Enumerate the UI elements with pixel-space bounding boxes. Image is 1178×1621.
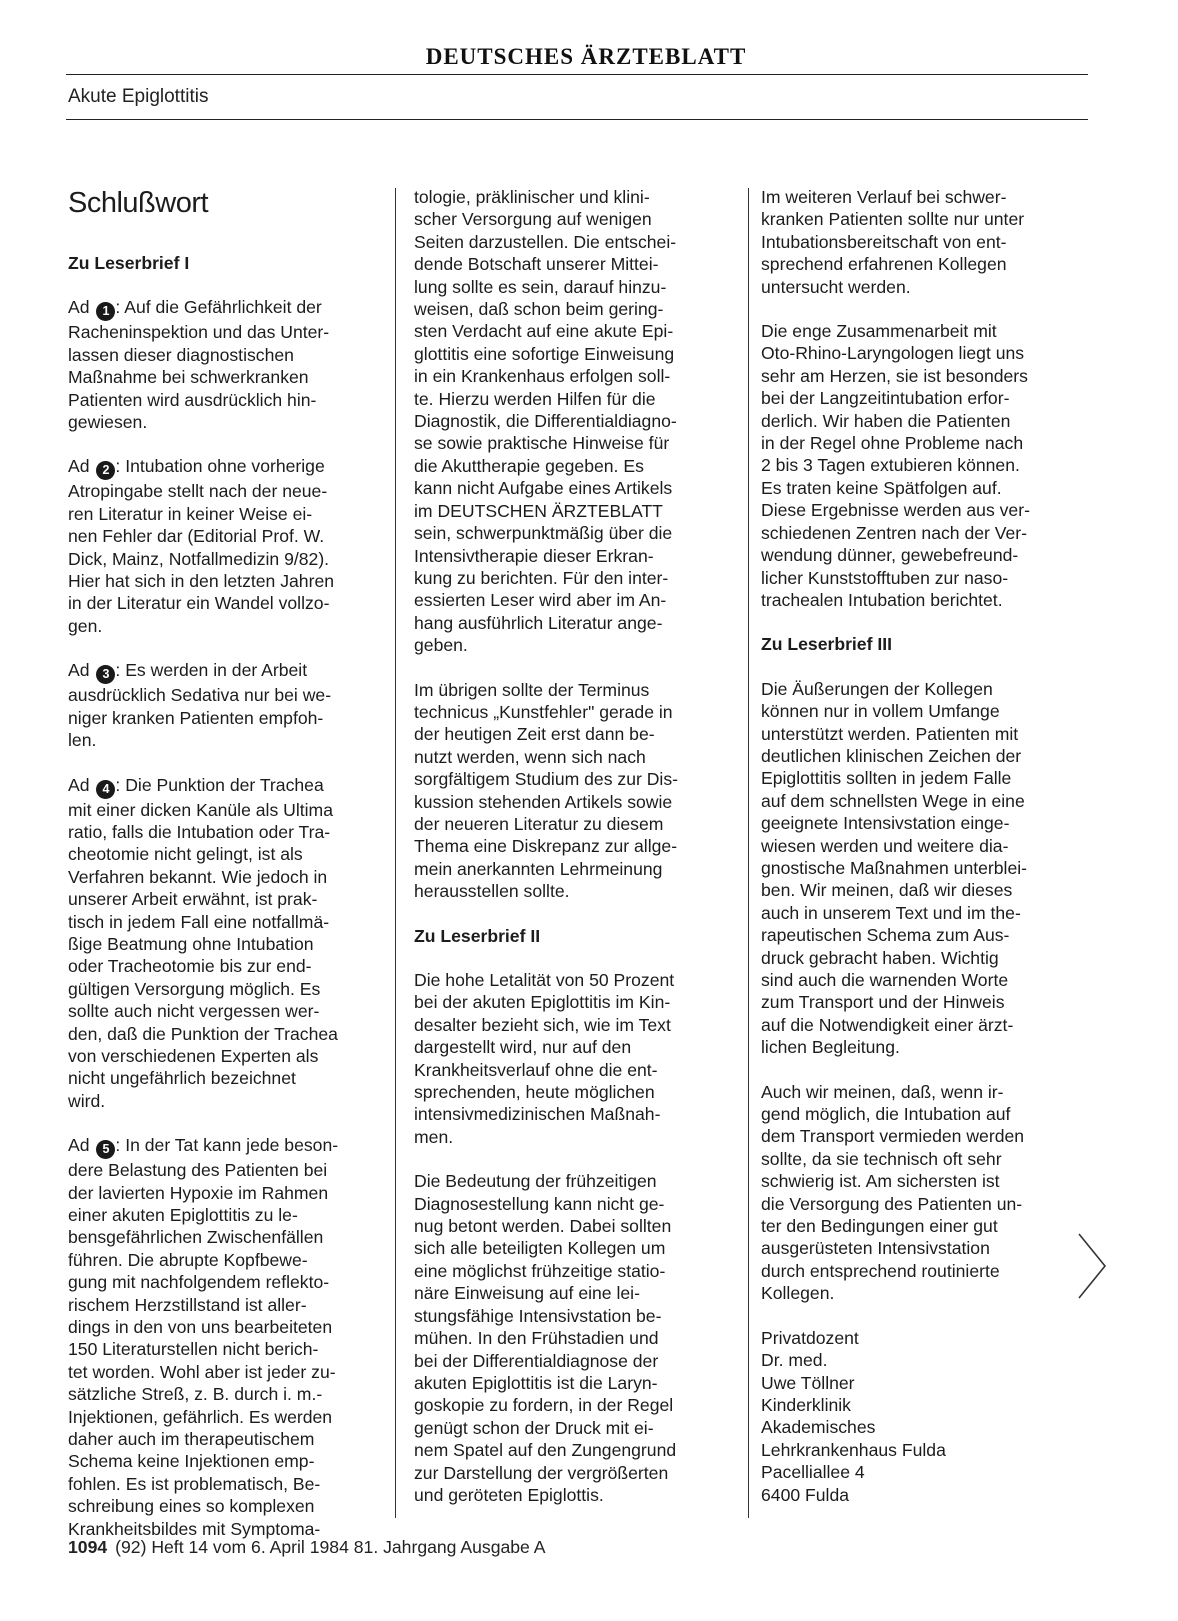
continue-arrow-icon [1077,1232,1107,1300]
paragraph: Im weiteren Verlauf bei schwer- kranken Patienten sollte nur unter Intubationsbereitschaft von ent- sprechend erfahrenen Kollegen untersucht werden. [761,187,1025,297]
paragraph: Die Bedeutung der frühzeitigen Diagnosestellung kann nicht ge- nug betont werden. Dabei sollten sich alle beteiligten Kollegen um eine möglichst frühzeitige statio- näre Einweisung auf eine lei- stungsfähige Intensivstation be- mühen. In den Frühstadien und bei der Differentialdiagnose der akuten Epiglottitis ist die Laryn- goskopie zu fordern, in der Regel genügt schon der Druck mit ei- nem Spatel auf den Zungengrund zur Darstellung der vergrößerten und geröteten Epiglottis. [414,1171,677,1505]
page-footer [68,1537,546,1558]
paragraph: Auch wir meinen, daß, wenn ir- gend möglich, die Intubation auf dem Transport vermieden werden sollte, da sie technisch oft sehr schwierig ist. Am sichersten ist die Versorgung des Patienten un- ter den Bedingungen einer gut ausgerüsteten Intensivstation durch entsprechend routinierte Kollegen. [761,1081,1025,1304]
section-heading: Zu Leserbrief I [68,253,190,273]
section-rule [66,119,1088,120]
section-heading: Zu Leserbrief II [414,925,541,946]
issue-details: (92) Heft 14 vom 6. April 1984 81. Jahrgang Ausgabe A [115,1537,546,1557]
number-badge-icon: 5 [96,1140,115,1159]
reply-item: Ad 1 : Auf die Gefährlichkeit der Racheninspektion und das Unter- lassen dieser diagnostischen Maßnahme bei schwerkranken Patienten wird ausdrücklich hin- gewiesen. [68,297,330,433]
number-badge-icon: 4 [96,780,115,799]
column-divider [748,188,749,1518]
article-headline: Schlußwort [68,187,209,219]
reply-item: Ad 5 : In der Tat kann jede beson- dere Belastung des Patienten bei der lavierten Hypoxie im Rahmen einer akuten Epiglottitis zu le- bensgefährlichen Zwischenfällen führen. Die abrupte Kopfbewe- gung mit nachfolgendem reflekto- rischem Herzstillstand ist aller- dings in den von uns bearbeiteten 150 Literaturstellen nicht berich- tet worden. Wohl aber ist jeder zu- sätzliche Streß, z. B. durch i. m.- Injektionen, gefährlich. Es werden daher auch im therapeutischem Schema keine Injektionen emp- fohlen. Es ist problematisch, Be- schreibung eines so komplexen Krankheitsbildes mit Symptoma- [68,1135,339,1539]
masthead: DEUTSCHES ÄRZTEBLATT [425,44,747,69]
column-divider [395,188,396,1518]
paragraph: Im übrigen sollte der Terminus technicus „Kunstfehler" gerade in der heutigen Zeit erst dann be- nutzt werden, wenn sich nach sorgfältigem Studium des zur Dis- kussion stehenden Artikels sowie der neueren Literatur zu diesem Thema eine Diskrepanz zur allge- mein anerkannten Lehrmeinung herausstellen sollte. [414,679,679,902]
author-signature: Privatdozent Dr. med. Uwe Töllner Kinderklinik Akademisches Lehrkrankenhaus Fulda Pacelliallee 4 6400 Fulda [761,1327,946,1505]
column-3 [761,186,1083,1528]
paragraph: Die enge Zusammenarbeit mit Oto-Rhino-Laryngologen liegt uns sehr am Herzen, sie ist besonders bei der Langzeitintubation erfor- derlich. Wir haben die Patienten in der Regel ohne Probleme nach 2 bis 3 Tagen extubieren können. Es traten keine Spätfolgen auf. Diese Ergebnisse werden aus ver- schiedenen Zentren nach der Ver- wendung dünner, gewebefreund- licher Kunststofftuben zur naso- trachealen Intubation berichtet. [761,321,1030,610]
page-number: 1094 [68,1537,108,1557]
column-1 [68,186,388,1562]
section-heading: Zu Leserbrief III [761,634,893,655]
number-badge-icon: 1 [96,302,115,321]
number-badge-icon: 2 [96,461,115,480]
reply-item: Ad 3 : Es werden in der Arbeit ausdrücklich Sedativa nur bei we- niger kranken Patienten empfoh- len. [68,660,332,751]
column-2 [414,186,740,1528]
paragraph: Die hohe Letalität von 50 Prozent bei der akuten Epiglottitis im Kin- desalter bezieht sich, wie im Text dargestellt wird, nur auf den Krankheitsverlauf ohne die ent- sprechenden, heute möglichen intensivmedizinischen Maßnah- men. [414,970,675,1147]
number-badge-icon: 3 [96,665,115,684]
section-title: Akute Epiglottitis [68,86,209,107]
reply-item: Ad 2 : Intubation ohne vorherige Atropingabe stellt nach der neue- ren Literatur in keiner Weise ei- nen Fehler dar (Editorial Prof. W. Dick, Mainz, Notfallmedizin 9/82). Hier hat sich in den letzten Jahren in der Literatur ein Wandel vollzo- gen. [68,456,335,636]
reply-item: Ad 4 : Die Punktion der Trachea mit einer dicken Kanüle als Ultima ratio, falls die Intubation oder Tra- cheotomie nicht gelingt, ist als Verfahren bekannt. Wie jedoch in unserer Arbeit erwähnt, ist prak- tisch in jedem Fall eine notfallmä- ßige Beatmung ohne Intubation oder Tracheotomie bis zur end- gültigen Versorgung möglich. Es sollte auch nicht vergessen wer- den, daß die Punktion der Trachea von verschiedenen Experten als nicht ungefährlich bezeichnet wird. [68,774,338,1111]
paragraph: Die Äußerungen der Kollegen können nur in vollem Umfange unterstützt werden. Patienten mit deutlichen klinischen Zeichen der Epiglottitis sollten in jedem Falle auf dem schnellsten Wege in eine geeignete Intensivstation einge- wiesen werden und weitere dia- gnostische Maßnahmen unterblei- ben. Wir meinen, daß wir dieses auch in unserem Text und im the- rapeutischen Schema zum Aus- druck gebracht haben. Wichtig sind auch die warnenden Worte zum Transport und der Hinweis auf die Notwendigkeit einer ärzt- lichen Begleitung. [761,678,1028,1058]
paragraph: tologie, präklinischer und klini- scher Versorgung auf wenigen Seiten darzustellen. Die entschei- dende Botschaft unserer Mittei- lung sollte es sein, darauf hinzu- weisen, daß schon beim gering- sten Verdacht auf eine akute Epi- glottitis eine sofortige Einweisung in ein Krankenhaus erfolgen soll- te. Hierzu werden Hilfen für die Diagnostik, die Differentialdiagno- se sowie praktische Hinweise für die Akuttherapie gegeben. Es kann nicht Aufgabe eines Artikels im DEUTSCHEN ÄRZTEBLATT sein, schwerpunktmäßig über die Intensivtherapie dieser Erkran- kung zu berichten. Für den inter- essierten Leser wird aber im An- hang ausführlich Literatur ange- geben. [414,187,677,656]
header-rule [66,74,1088,75]
